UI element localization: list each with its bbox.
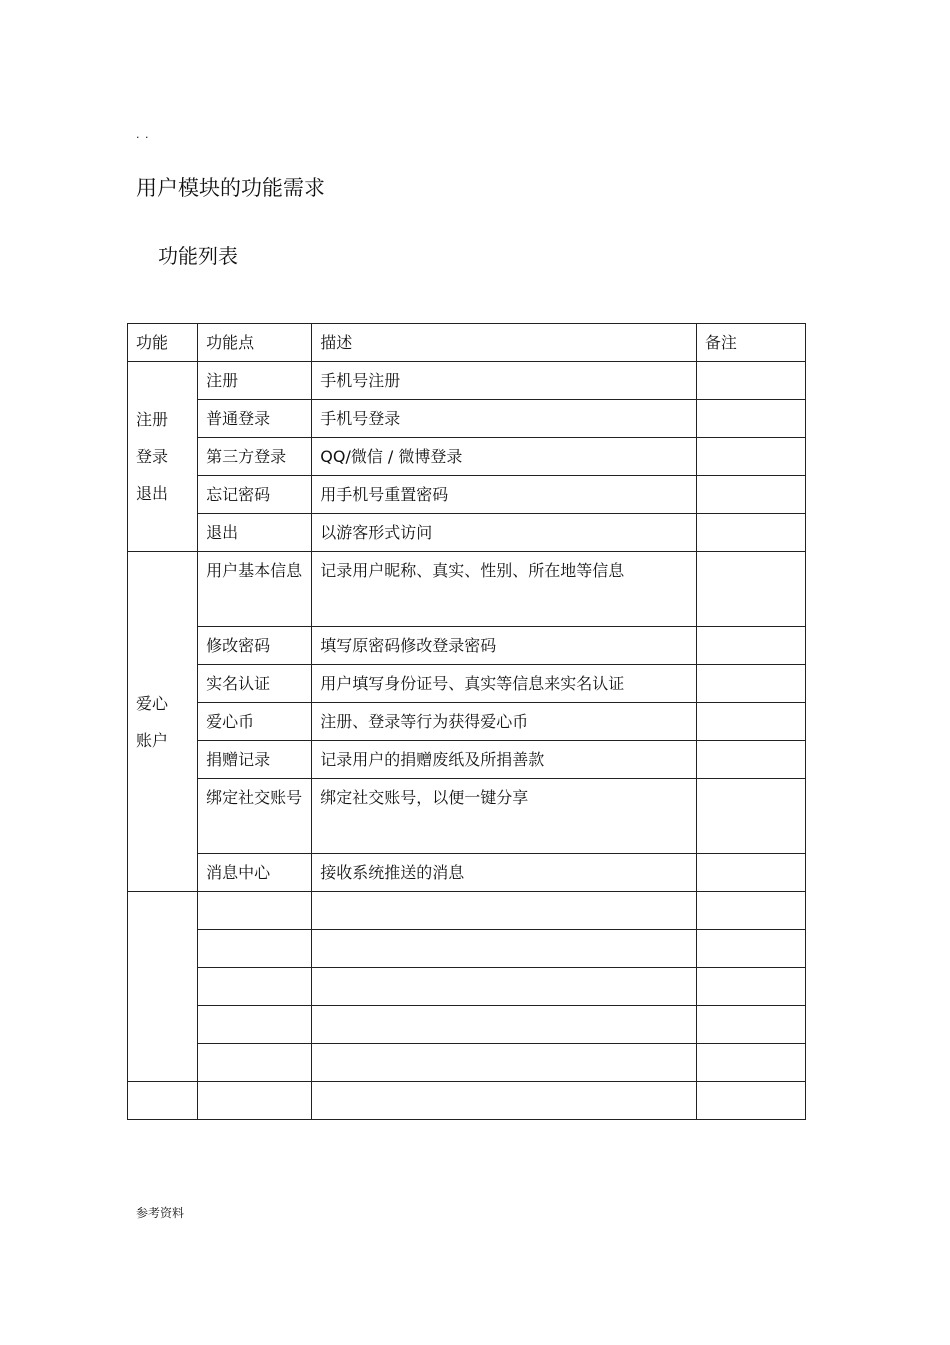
- table-row: [128, 627, 806, 665]
- note-cell: [696, 476, 805, 514]
- empty-row: [128, 930, 806, 968]
- desc-cell: 注册、登录等行为获得爱心币: [312, 703, 697, 741]
- empty-cell: [312, 1006, 697, 1044]
- empty-cell: [696, 1006, 805, 1044]
- desc-cell: 用手机号重置密码: [312, 476, 697, 514]
- note-cell: [696, 854, 805, 892]
- header-marks: . .: [136, 128, 150, 141]
- desc-cell: 记录用户昵称、真实、性别、所在地等信息: [312, 552, 697, 627]
- desc-cell: 填写原密码修改登录密码: [312, 627, 697, 665]
- desc-cell: 手机号注册: [312, 362, 697, 400]
- empty-cell: [312, 1044, 697, 1082]
- group-cell-account: 爱心 账户: [128, 552, 198, 892]
- header-cell-feature: 功能: [128, 324, 198, 362]
- table-row: [128, 438, 806, 476]
- empty-cell: [198, 1006, 312, 1044]
- note-cell: [696, 627, 805, 665]
- empty-row: [128, 1044, 806, 1082]
- point-cell: 绑定社交账号: [198, 779, 312, 854]
- header-cell-point: 功能点: [198, 324, 312, 362]
- table-row: [128, 703, 806, 741]
- note-cell: [696, 779, 805, 854]
- table-row: [128, 779, 806, 854]
- point-cell: 消息中心: [198, 854, 312, 892]
- point-cell: 忘记密码: [198, 476, 312, 514]
- note-cell: [696, 741, 805, 779]
- empty-cell: [312, 1082, 697, 1120]
- point-cell: 普通登录: [198, 400, 312, 438]
- desc-cell: 接收系统推送的消息: [312, 854, 697, 892]
- point-cell: 实名认证: [198, 665, 312, 703]
- note-cell: [696, 514, 805, 552]
- table-row: [128, 741, 806, 779]
- table-row: [128, 514, 806, 552]
- header-cell-desc: 描述: [312, 324, 697, 362]
- table-row: [128, 854, 806, 892]
- empty-group-cell: [128, 892, 198, 1082]
- desc-cell: 记录用户的捐赠废纸及所捐善款: [312, 741, 697, 779]
- header-cell-note: 备注: [696, 324, 805, 362]
- section-title: 功能列表: [158, 244, 238, 268]
- note-cell: [696, 665, 805, 703]
- point-cell: 修改密码: [198, 627, 312, 665]
- empty-cell: [198, 1044, 312, 1082]
- footer-note: 参考资料: [136, 1206, 185, 1220]
- desc-cell: 绑定社交账号，以便一键分享: [312, 779, 697, 854]
- note-cell: [696, 552, 805, 627]
- page-title: 用户模块的功能需求: [136, 176, 325, 200]
- empty-cell: [696, 968, 805, 1006]
- note-cell: [696, 400, 805, 438]
- table-row: [128, 400, 806, 438]
- point-cell: 用户基本信息: [198, 552, 312, 627]
- empty-cell: [198, 1082, 312, 1120]
- point-cell: 第三方登录: [198, 438, 312, 476]
- group-cell-login: 注册 登录 退出: [128, 362, 198, 552]
- empty-cell: [198, 930, 312, 968]
- empty-cell: [312, 968, 697, 1006]
- empty-cell: [696, 892, 805, 930]
- empty-cell: [696, 1044, 805, 1082]
- empty-row: [128, 1006, 806, 1044]
- empty-row: [128, 1082, 806, 1120]
- empty-cell: [696, 1082, 805, 1120]
- table-header-row: [128, 324, 806, 362]
- note-cell: [696, 362, 805, 400]
- table-row: [128, 476, 806, 514]
- empty-cell: [312, 892, 697, 930]
- empty-cell: [198, 968, 312, 1006]
- empty-cell: [312, 930, 697, 968]
- table-row: [128, 552, 806, 627]
- note-cell: [696, 703, 805, 741]
- point-cell: 退出: [198, 514, 312, 552]
- point-cell: 爱心币: [198, 703, 312, 741]
- table-row: [128, 665, 806, 703]
- desc-cell: 用户填写身份证号、真实等信息来实名认证: [312, 665, 697, 703]
- point-cell: 注册: [198, 362, 312, 400]
- note-cell: [696, 438, 805, 476]
- desc-cell: 以游客形式访问: [312, 514, 697, 552]
- empty-row: [128, 968, 806, 1006]
- feature-table: [127, 323, 806, 1120]
- desc-cell: 手机号登录: [312, 400, 697, 438]
- empty-cell: [128, 1082, 198, 1120]
- empty-row: [128, 892, 806, 930]
- empty-cell: [696, 930, 805, 968]
- point-cell: 捐赠记录: [198, 741, 312, 779]
- table-row: [128, 362, 806, 400]
- desc-cell: QQ/微信 / 微博登录: [312, 438, 697, 476]
- empty-cell: [198, 892, 312, 930]
